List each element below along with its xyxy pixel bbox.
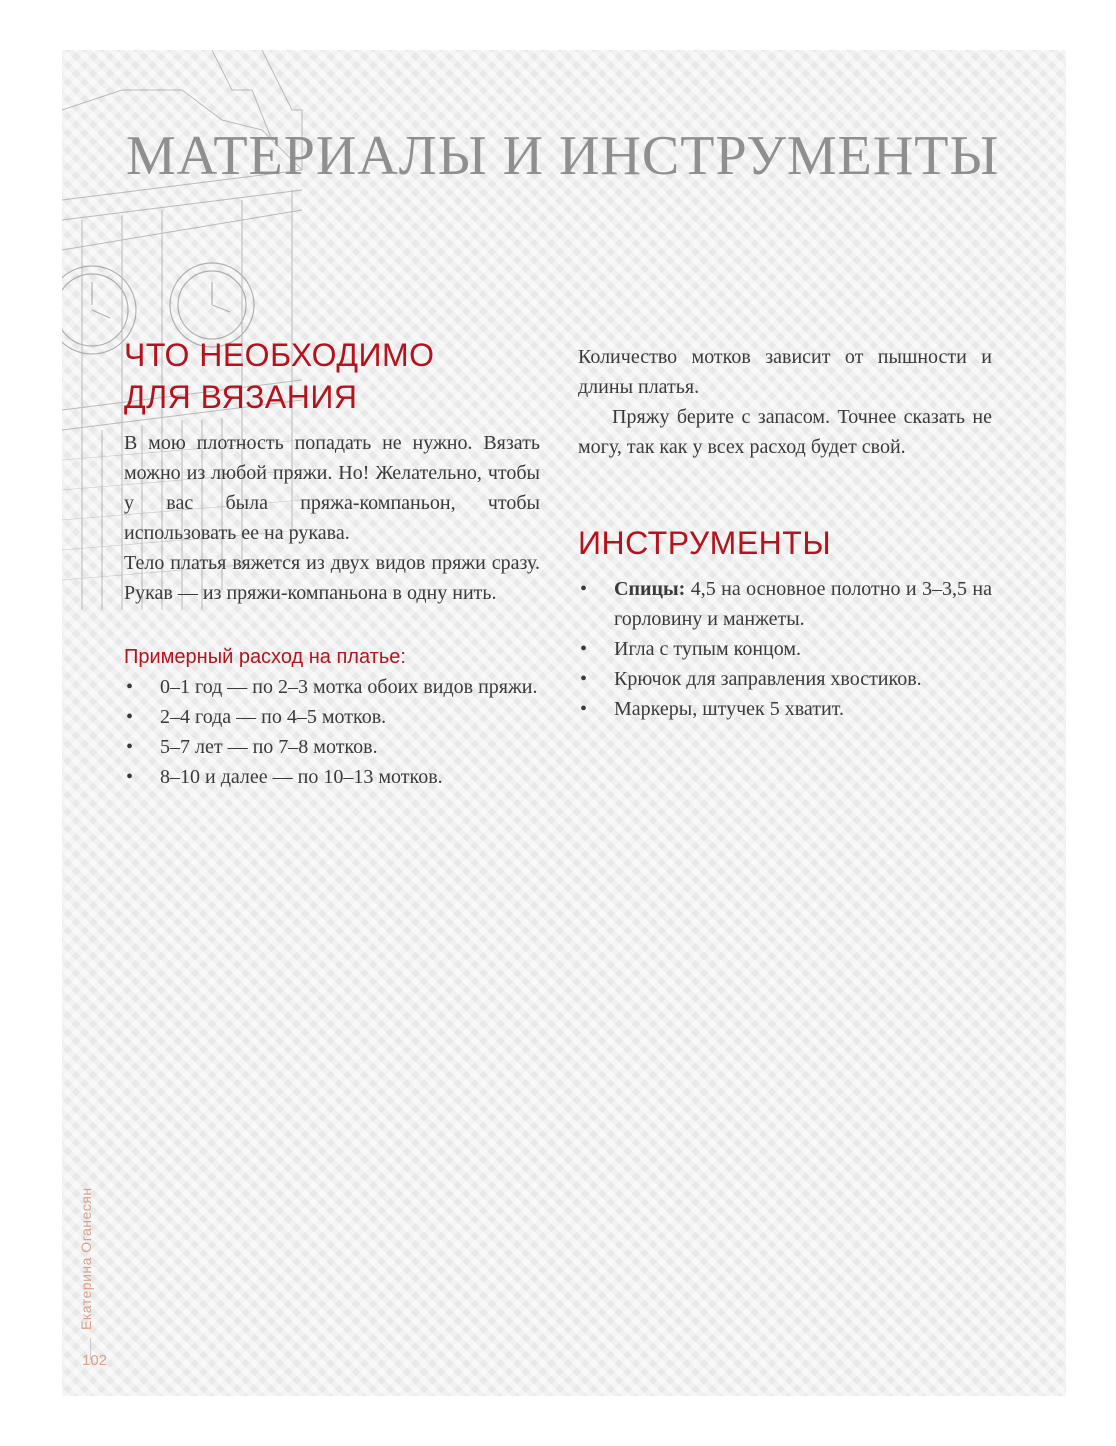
list-item-text: 0–1 год — по 2–3 мотка обоих видов пряжи. bbox=[160, 676, 538, 698]
list-item bbox=[578, 574, 992, 634]
page-title: МАТЕРИАЛЫ И ИНСТРУМЕНТЫ bbox=[126, 125, 1000, 187]
page bbox=[62, 50, 1066, 1396]
list-item-text: Игла с тупым концом. bbox=[614, 638, 802, 660]
list-item bbox=[124, 702, 540, 732]
list-item bbox=[124, 672, 540, 702]
list-item bbox=[578, 664, 992, 694]
skein-count-paragraph: Количество мотков зависит от пышности и длины платья. bbox=[578, 346, 992, 398]
list-item bbox=[578, 694, 992, 724]
page-number: 102 bbox=[82, 1352, 108, 1369]
heading-line-2: ДЛЯ ВЯЗАНИЯ bbox=[124, 379, 358, 415]
stock-advice-paragraph: Пряжу берите с запасом. Точнее сказать не могу, так как у всех расход будет свой. bbox=[578, 406, 992, 458]
list-item-text: 4,5 на основное полотно и 3–3,5 на горловину и манжеты. bbox=[614, 578, 992, 630]
bullet: • bbox=[580, 668, 588, 690]
yarn-consumption-heading: Примерный расход на платье: bbox=[124, 646, 406, 668]
right-column bbox=[578, 342, 992, 724]
bullet: • bbox=[126, 676, 134, 698]
list-item bbox=[124, 762, 540, 792]
section-heading-knitting-needs bbox=[124, 334, 540, 418]
bullet: • bbox=[580, 638, 588, 660]
intro-paragraph: В мою плотность попадать не нужно. Вязать можно из любой пряжи. Но! Желательно, чтобы у вас была пряжа-компаньон, чтобы использовать ее на рукава. bbox=[124, 432, 540, 544]
bullet: • bbox=[580, 698, 588, 720]
bullet: • bbox=[126, 706, 134, 728]
list-item-text: 2–4 года — по 4–5 мотков. bbox=[160, 706, 387, 728]
bullet: • bbox=[580, 578, 588, 600]
author-name: Екатерина Оганесян bbox=[78, 1187, 94, 1330]
list-item bbox=[578, 634, 992, 664]
list-item bbox=[124, 732, 540, 762]
bullet: • bbox=[126, 736, 134, 758]
author-running-head bbox=[78, 1130, 94, 1330]
bullet: • bbox=[126, 766, 134, 788]
yarn-consumption-list bbox=[124, 672, 540, 792]
left-column bbox=[124, 334, 540, 792]
list-item-bold: Спицы: bbox=[614, 578, 686, 600]
body-paragraph: Тело платья вяжется из двух видов пряжи сразу. Рукав — из пряжи-компаньона в одну нить. bbox=[124, 552, 540, 604]
section-heading-tools: ИНСТРУМЕНТЫ bbox=[578, 525, 832, 561]
list-item-text: 8–10 и далее — по 10–13 мотков. bbox=[160, 766, 443, 788]
list-item-text: Крючок для заправления хвостиков. bbox=[614, 668, 922, 690]
heading-line-1: ЧТО НЕОБХОДИМО bbox=[124, 337, 435, 373]
list-item-text: Маркеры, штучек 5 хватит. bbox=[614, 698, 844, 720]
list-item-text: 5–7 лет — по 7–8 мотков. bbox=[160, 736, 378, 758]
tools-list bbox=[578, 574, 992, 724]
